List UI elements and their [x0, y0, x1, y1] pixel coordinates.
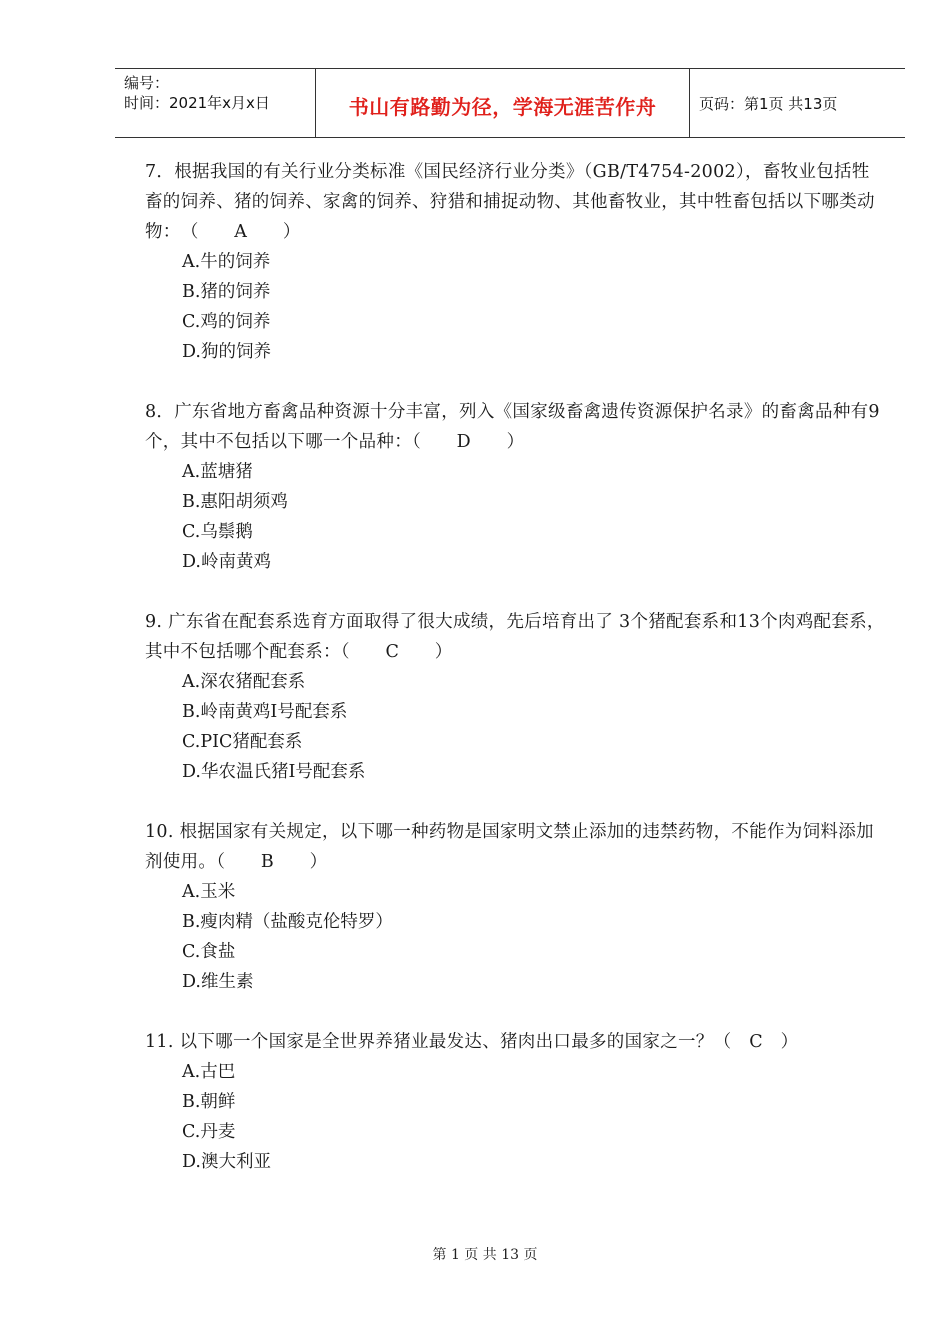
option-b: B.岭南黄鸡Ⅰ号配套系 [182, 702, 348, 722]
option-d: D.狗的饲养 [182, 342, 271, 362]
time-label: 时间：2021年x月x日 [124, 94, 270, 112]
option-b: B.猪的饲养 [182, 282, 271, 302]
option-d: D.华农温氏猪Ⅰ号配套系 [182, 762, 366, 782]
serial-label: 编号： [124, 74, 170, 92]
option-d: D.岭南黄鸡 [182, 552, 271, 572]
option-a: A.古巴 [182, 1062, 236, 1082]
option-b: B.瘦肉精（盐酸克伦特罗） [182, 912, 393, 932]
question-11 [145, 1027, 885, 1177]
question-text: 9. 广东省在配套系选育方面取得了很大成绩，先后培育出了 3个猪配套系和13个肉鸡配套系，其中不包括哪个配套系：（ C ） [145, 612, 885, 662]
question-text: 10. 根据国家有关规定，以下哪一种药物是国家明文禁止添加的违禁药物，不能作为饲料添加剂使用。（ B ） [145, 822, 874, 872]
question-text: 7．根据我国的有关行业分类标准《国民经济行业分类》（GB/T4754-2002），畜牧业包括牲畜的饲养、猪的饲养、家禽的饲养、狩猎和捕捉动物、其他畜牧业，其中牲畜包括以下哪类动物： （ A ） [145, 162, 875, 242]
page-header [115, 68, 905, 138]
option-c: C.食盐 [182, 942, 236, 962]
header-page-number: 页码：第1页 共13页 [699, 95, 838, 113]
option-b: B.惠阳胡须鸡 [182, 492, 288, 512]
option-a: A.蓝塘猪 [182, 462, 253, 482]
option-d: D.澳大利亚 [182, 1152, 271, 1172]
page-footer: 第 1 页 共 13 页 [432, 1247, 538, 1263]
question-9 [145, 607, 885, 787]
motto-text: 书山有路勤为径，学海无涯苦作舟 [348, 95, 657, 119]
option-b: B.朝鲜 [182, 1092, 236, 1112]
question-list [145, 157, 885, 1207]
header-meta-cell [115, 69, 316, 137]
option-a: A.深农猪配套系 [182, 672, 306, 692]
option-d: D.维生素 [182, 972, 254, 992]
option-a: A.玉米 [182, 882, 236, 902]
question-text: 11. 以下哪一个国家是全世界养猪业最发达、猪肉出口最多的国家之一？（ C ） [145, 1032, 799, 1052]
header-page-cell [691, 69, 905, 137]
option-c: C.乌鬃鹅 [182, 522, 253, 542]
option-c: C.丹麦 [182, 1122, 236, 1142]
header-motto-cell [316, 69, 690, 137]
option-c: C.鸡的饲养 [182, 312, 271, 332]
question-text: 8．广东省地方畜禽品种资源十分丰富，列入《国家级畜禽遗传资源保护名录》的畜禽品种有9个，其中不包括以下哪一个品种：（ D ） [145, 402, 880, 452]
option-a: A.牛的饲养 [182, 252, 271, 272]
option-c: C.PIC猪配套系 [182, 732, 303, 752]
question-10 [145, 817, 885, 997]
question-8 [145, 397, 885, 577]
question-7 [145, 157, 885, 367]
